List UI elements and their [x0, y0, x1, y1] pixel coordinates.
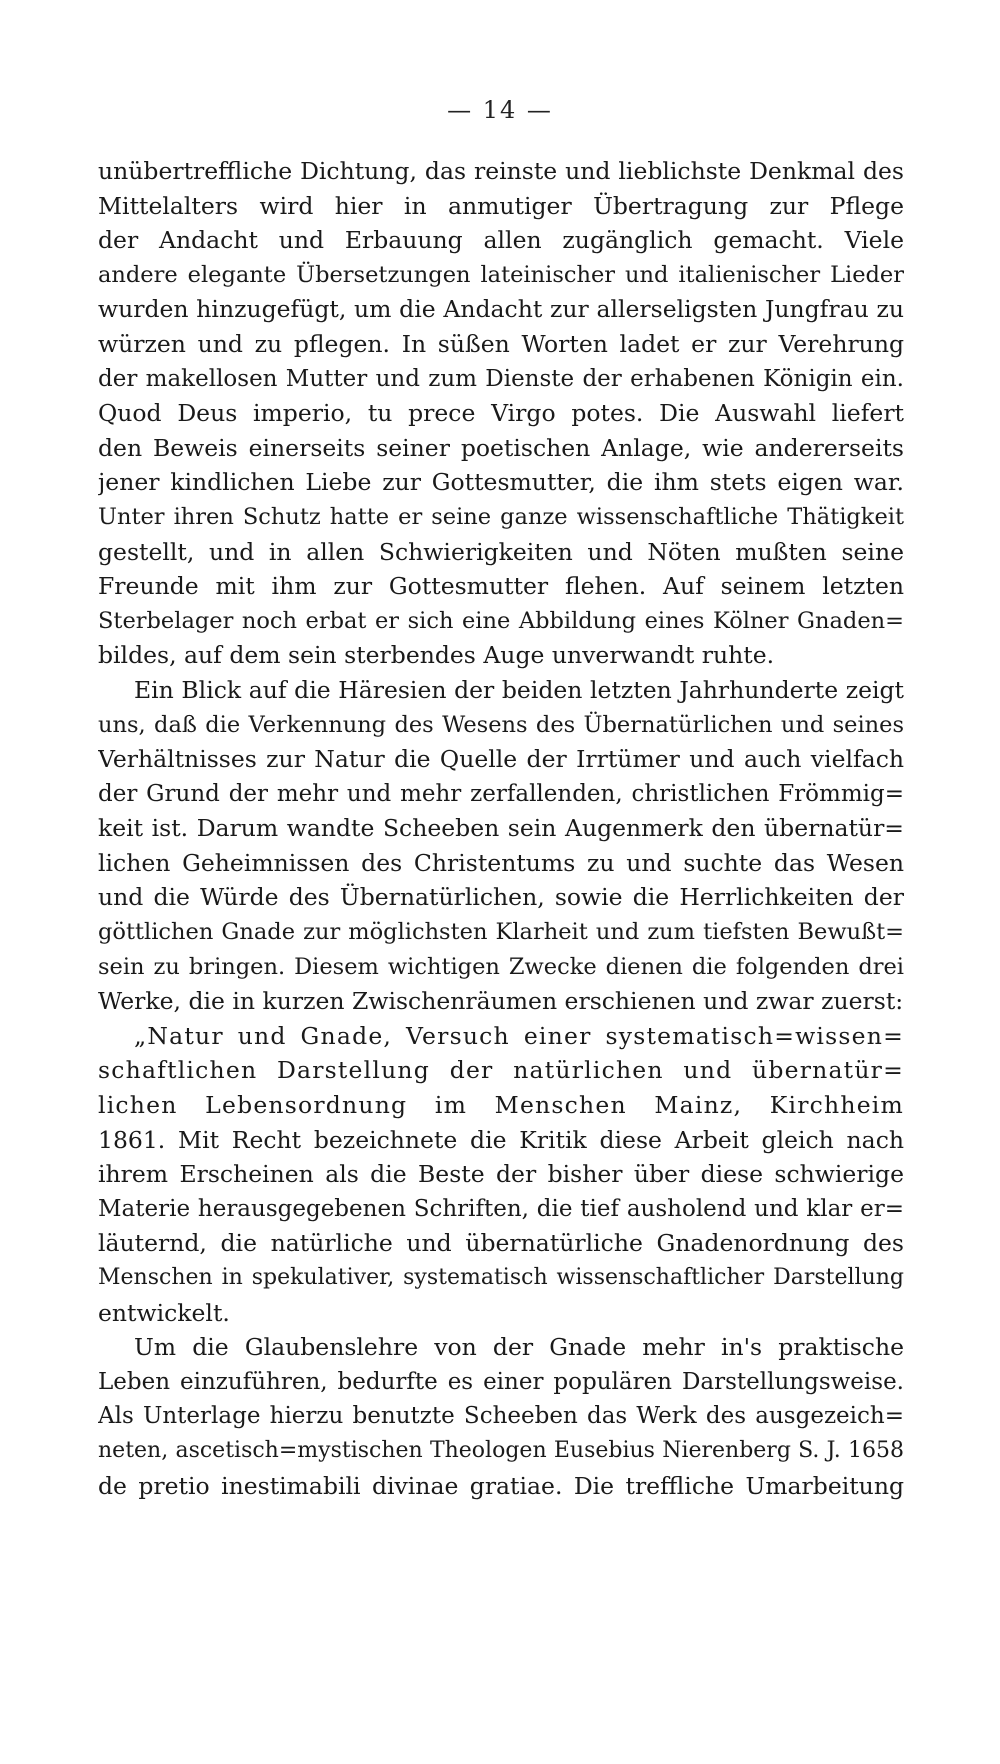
text-line: wurden hinzugefügt, um die Andacht zur allerseligsten Jungfrau zu [98, 295, 904, 324]
text-line: der makellosen Mutter und zum Dienste der erhabenen Königin ein. [98, 365, 904, 392]
text-line: Um die Glaubenslehre von der Gnade mehr in's praktische [134, 1333, 904, 1362]
text-line: schaftlichen Darstellung der natürlichen und übernatür= [98, 1056, 904, 1085]
text-line: der Andacht und Erbauung allen zugänglich gemacht. Viele [98, 226, 904, 255]
text-line: Unter ihren Schutz hatte er seine ganze wissenschaftliche Thätigkeit [98, 503, 904, 530]
text-line: Leben einzuführen, bedurfte es einer populären Darstellungsweise. [98, 1368, 904, 1395]
text-line: Menschen in spekulativer, systematisch wissenschaftlicher Darstellung [98, 1265, 904, 1290]
text-line: unübertreffliche Dichtung, das reinste und lieblichste Denkmal des [98, 157, 904, 185]
text-line: de pretio inestimabili divinae gratiae. Die treffliche Umarbeitung [98, 1471, 904, 1500]
text-line: sein zu bringen. Diesem wichtigen Zwecke dienen die folgenden drei [98, 953, 904, 980]
text-line: läuternd, die natürliche und übernatürliche Gnadenordnung des [98, 1229, 904, 1258]
text-line: Materie herausgegebenen Schriften, die tief ausholend und klar er= [98, 1195, 904, 1222]
page-number: — 14 — [447, 96, 553, 124]
text-line: würzen und zu pflegen. In süßen Worten ladet er zur Verehrung [98, 329, 904, 358]
text-line: uns, daß die Verkennung des Wesens des Übernatürlichen und seines [98, 711, 904, 738]
body-text [98, 154, 904, 1503]
text-line: jener kindlichen Liebe zur Gottesmutter, die ihm stets eigen war. [98, 468, 904, 497]
text-line: Verhältnisses zur Natur die Quelle der Irrtümer und auch vielfach [98, 745, 904, 774]
text-line: den Beweis einerseits seiner poetischen Anlage, wie andererseits [98, 433, 904, 462]
text-line: gestellt, und in allen Schwierigkeiten und Nöten mußten seine [98, 537, 904, 566]
text-line: göttlichen Gnade zur möglichsten Klarheit und zum tiefsten Bewußt= [98, 919, 904, 946]
text-line: Freunde mit ihm zur Gottesmutter flehen. Auf seinem letzten [98, 572, 904, 601]
text-line: ihrem Erscheinen als die Beste der bisher über diese schwierige [98, 1160, 904, 1189]
text-line: Werke, die in kurzen Zwischenräumen erschienen und zwar zuerst: [98, 987, 904, 1016]
text-line: Ein Blick auf die Häresien der beiden letzten Jahrhunderte zeigt [134, 675, 904, 704]
text-line: Sterbelager noch erbat er sich eine Abbildung eines Kölner Gnaden= [98, 607, 904, 634]
text-line: 1861. Mit Recht bezeichnete die Kritik diese Arbeit gleich nach [98, 1125, 904, 1154]
text-line: lichen Geheimnissen des Christentums zu und suchte das Wesen [98, 848, 904, 877]
text-line: neten, ascetisch=mystischen Theologen Eusebius Nierenberg S. J. 1658 [98, 1437, 904, 1463]
text-line: Als Unterlage hierzu benutzte Scheeben das Werk des ausgezeich= [98, 1403, 904, 1430]
text-line: andere elegante Übersetzungen lateinischer und italienischer Lieder [98, 261, 904, 288]
text-line: „Natur und Gnade, Versuch einer systematisch=wissen= [134, 1021, 904, 1050]
text-line: keit ist. Darum wandte Scheeben sein Augenmerk den übernatür= [98, 814, 904, 843]
text-line: entwickelt. [98, 1298, 230, 1327]
text-line: lichen Lebensordnung im Menschen Mainz, Kirchheim [98, 1091, 904, 1120]
text-line: der Grund der mehr und mehr zerfallenden, christlichen Frömmig= [98, 780, 904, 807]
text-line: Mittelalters wird hier in anmutiger Übertragung zur Pflege [98, 191, 904, 220]
text-line: Quod Deus imperio, tu prece Virgo potes. Die Auswahl liefert [98, 399, 904, 428]
text-line: und die Würde des Übernatürlichen, sowie die Herrlichkeiten der [98, 883, 904, 912]
text-line: bildes, auf dem sein sterbendes Auge unverwandt ruhte. [98, 641, 775, 670]
